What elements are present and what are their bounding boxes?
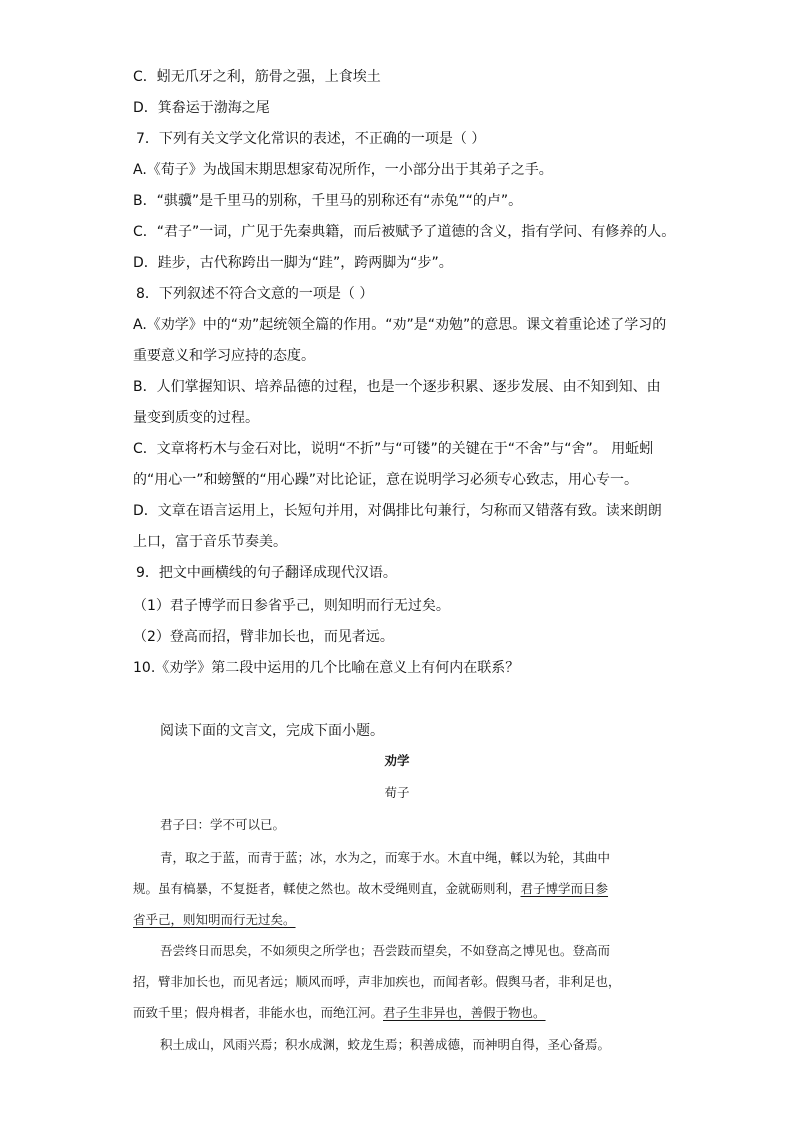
underlined-sentence-1-part1: 君子博学而日参 [520,881,609,896]
q9-item-2: （2）登高而招，臂非加长也，而见者远。 [133,629,394,645]
q8-option-d-line1: D．文章在语言运用上，长短句并用，对偶排比句兼行，匀称而又错落有致。读来朗朗 [133,503,662,519]
q8-option-b-line2: 量变到质变的过程。 [133,410,259,426]
passage-paragraph-1: 君子曰：学不可以已。 [160,817,286,832]
passage-paragraph-4-line1: 积土成山，风雨兴焉；积水成渊，蛟龙生焉；积善成德，而神明自得，圣心备焉。 [160,1037,611,1052]
q8-option-b-line1: B．人们掌握知识、培养品德的过程，也是一个逐步积累、逐步发展、由不知到知、由 [133,379,661,395]
passage-paragraph-3-line2: 招，臂非加长也，而见者远；顺风而呼，声非加疾也，而闻者彰。假舆马者，非利足也， [133,974,621,989]
q9-stem: 9．把文中画横线的句子翻译成现代汉语。 [136,565,397,581]
q8-option-c-line1: C．文章将朽木与金石对比，说明“不折”与“可镂”的关键在于“不舍”与“舍”。 用蚯蚓 [133,441,654,457]
q7-option-b: B．“骐骥”是千里马的别称，千里马的别称还有“赤兔”“的卢”。 [133,193,523,209]
passage-author: 荀子 [384,785,410,800]
passage-paragraph-2-line1: 青，取之于蓝，而青于蓝；冰，水为之，而寒于水。木直中绳，輮以为轮，其曲中 [160,850,611,865]
passage-title: 劝学 [384,753,410,768]
q7-option-a: A.《荀子》为战国末期思想家荀况所作，一小部分出于其弟子之手。 [133,162,553,178]
passage-text: 规。虽有槁暴，不复挺者，輮使之然也。故木受绳则直，金就砺则利， [133,881,521,896]
reading-instruction: 阅读下面的文言文，完成下面小题。 [160,723,384,739]
passage-text: 而致千里；假舟楫者，非能水也，而绝江河。 [133,1005,384,1020]
q10-stem: 10.《劝学》第二段中运用的几个比喻在意义上有何内在联系？ [133,660,520,676]
passage-paragraph-2-line3 [133,911,296,929]
q7-stem: 7．下列有关文学文化常识的表述，不正确的一项是（ ） [136,131,486,147]
q8-option-a-line2: 重要意义和学习应持的态度。 [133,348,315,364]
passage-paragraph-2-line2 [133,880,608,898]
q8-stem: 8．下列叙述不符合文意的一项是（ ） [136,286,374,302]
q8-option-c-line2: 的“用心一”和螃蟹的“用心躁”对比论证，意在说明学习必须专心致志，用心专一。 [133,472,639,488]
passage-paragraph-3-line1: 吾尝终日而思矣，不如须臾之所学也；吾尝跂而望矣，不如登高之博见也。登高而 [160,943,611,958]
q6-option-c: C．蚓无爪牙之利，筋骨之强，上食埃土 [133,69,381,85]
underlined-sentence-2: 君子生非异也，善假于物也。 [383,1005,546,1020]
q9-item-1: （1）君子博学而日参省乎己，则知明而行无过矣。 [133,598,450,614]
q8-option-d-line2: 上口，富于音乐节奏美。 [133,534,287,550]
q7-option-d: D．跬步，古代称跨出一脚为“跬”，跨两脚为“步”。 [133,255,453,271]
passage-paragraph-3-line3 [133,1004,546,1022]
q6-option-d: D．箕畚运于渤海之尾 [133,100,270,116]
q7-option-c: C．“君子”一词，广见于先秦典籍，而后被赋予了道德的含义，指有学问、有修养的人。 [133,224,676,240]
underlined-sentence-1-part2: 省乎己，则知明而行无过矣。 [133,912,296,927]
q8-option-a-line1: A.《劝学》中的“劝”起统领全篇的作用。“劝”是“劝勉”的意思。课文着重论述了学习的 [133,317,667,333]
